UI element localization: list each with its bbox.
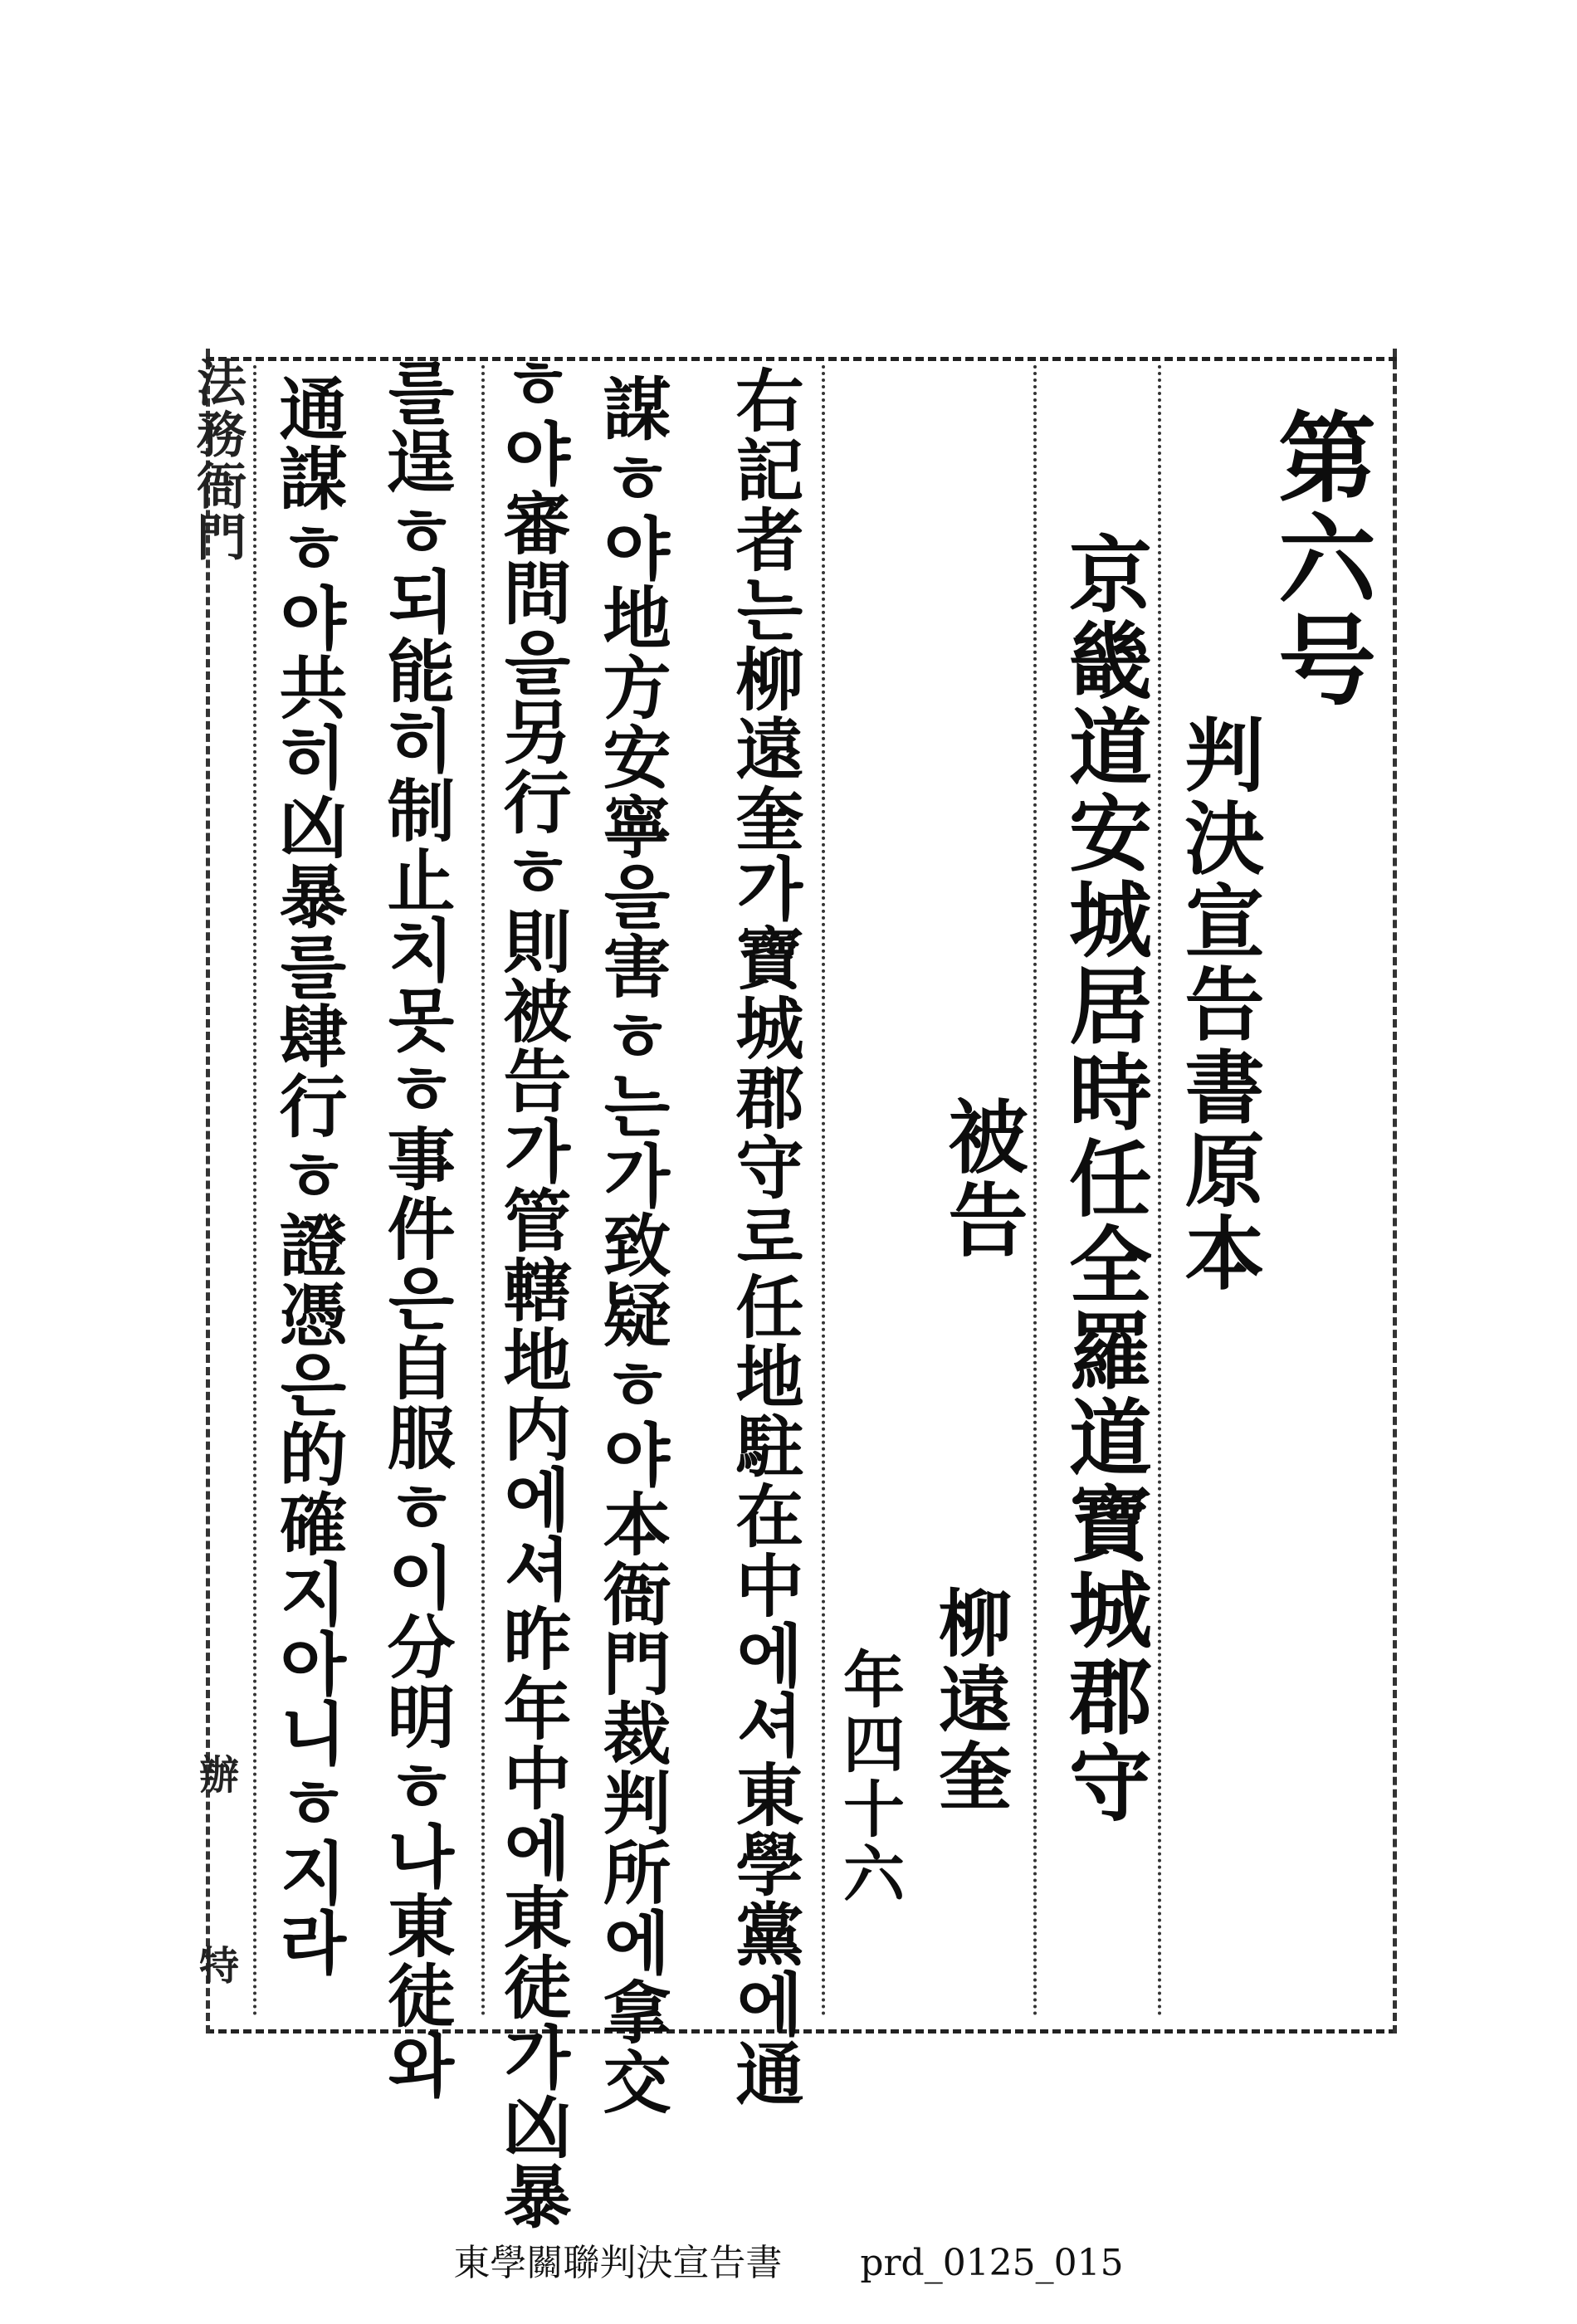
margin-mark: 特: [199, 1943, 240, 1990]
column-rule: [253, 365, 256, 2017]
defendant-address: 京畿道安城居時任全羅道寶城郡守: [1055, 531, 1153, 1826]
body-line: 通謀ㅎ야共히凶暴를肆行ㅎ證憑은的確지아니ㅎ지라: [268, 374, 348, 1977]
body-line: 謀ㅎ야地方安寧을害ㅎ는가致疑ㅎ야本衙門裁判所에拿交: [592, 374, 671, 2116]
margin-label: 法務衙門: [188, 357, 247, 563]
defendant-label: 被告: [935, 1096, 1029, 1262]
page-id: prd_0125_015: [860, 2242, 1124, 2284]
document-number: 第六号: [1262, 407, 1377, 710]
defendant-age: 年四十六: [833, 1648, 905, 1907]
column-rule: [1033, 365, 1037, 2017]
body-line: ㅎ야審問을另行ㅎ則被告가管轄地内에셔昨年中에東徒가凶暴: [492, 349, 572, 2231]
document-title: 判決宣告書原本: [1172, 714, 1266, 1295]
defendant-name: 柳遠奎: [927, 1585, 1013, 1814]
frame-right-border: [1393, 349, 1397, 2034]
column-rule: [822, 365, 825, 2017]
body-line: 右記者는柳遠奎가寶城郡守로任地駐在中에셔東學黨에通: [725, 365, 804, 2108]
margin-mark: 辦: [199, 1752, 240, 1799]
column-rule: [1158, 365, 1161, 2017]
body-line: 를逞ㅎ되能히制止치못ㅎ事件은自服ㅎ이分明ㅎ나東徒와: [376, 357, 456, 2100]
column-rule: [481, 365, 485, 2017]
page-caption: [0, 2233, 1577, 2286]
collection-title: 東學關聯判決宣告書: [453, 2242, 783, 2284]
